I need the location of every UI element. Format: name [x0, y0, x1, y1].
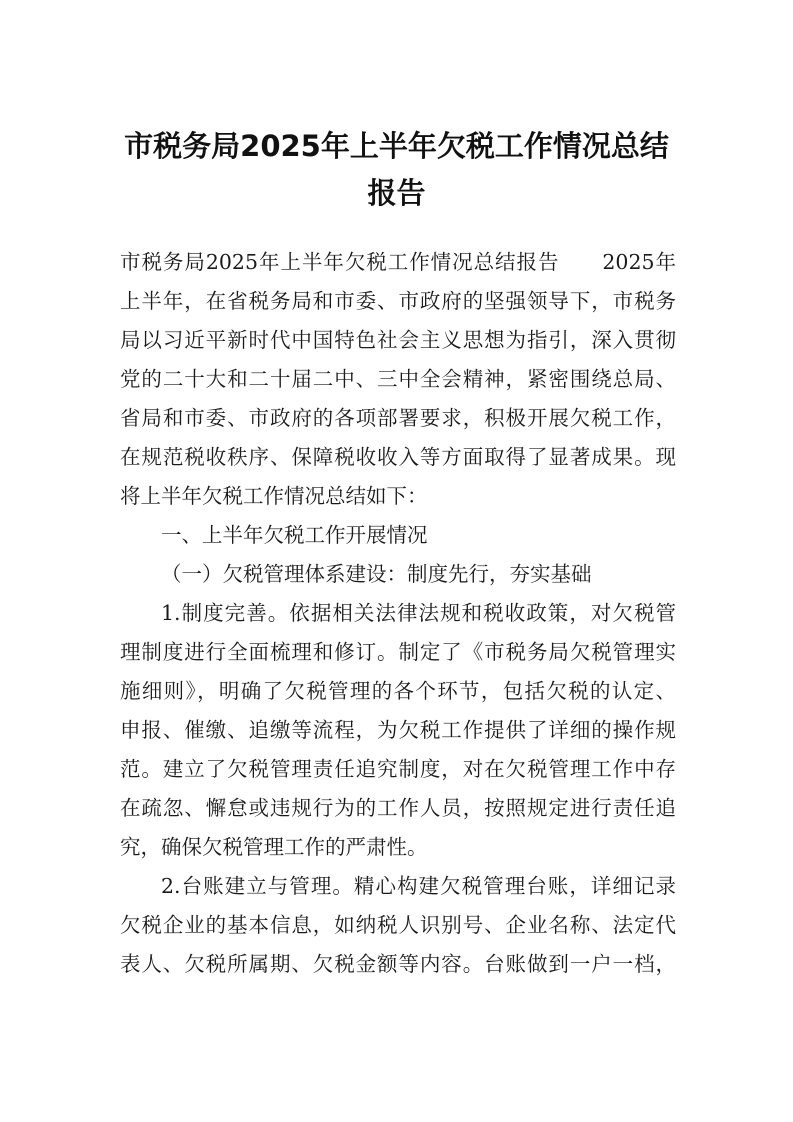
- body-line: 1.制度完善。依据相关法律法规和税收政策，对欠税管: [161, 601, 676, 625]
- body-line: 欠税企业的基本信息，如纳税人识别号、企业名称、法定代: [120, 913, 676, 937]
- body-line: 申报、催缴、追缴等流程，为欠税工作提供了详细的操作规: [120, 718, 676, 742]
- body-line: 2.台账建立与管理。精心构建欠税管理台账，详细记录: [161, 874, 676, 898]
- body-line: 市税务局2025年上半年欠税工作情况总结报告 2025年: [120, 250, 676, 274]
- section-heading: 一、上半年欠税工作开展情况: [161, 523, 428, 547]
- document-title-line-2: 报告: [367, 176, 426, 210]
- body-line: 上半年，在省税务局和市委、市政府的坚强领导下，市税务: [120, 289, 676, 313]
- document-title-line-1: 市税务局2025年上半年欠税工作情况总结: [124, 129, 669, 163]
- body-line: 在规范税收秩序、保障税收收入等方面取得了显著成果。现: [120, 445, 676, 469]
- body-line: 党的二十大和二十届二中、三中全会精神，紧密围绕总局、: [120, 367, 676, 391]
- body-line: 将上半年欠税工作情况总结如下：: [120, 484, 428, 508]
- body-line: 施细则》，明确了欠税管理的各个环节，包括欠税的认定、: [120, 679, 676, 703]
- body-line: 范。建立了欠税管理责任追究制度，对在欠税管理工作中存: [120, 757, 676, 781]
- body-line: 表人、欠税所属期、欠税金额等内容。台账做到一户一档，: [120, 952, 676, 976]
- body-line: 理制度进行全面梳理和修订。制定了《市税务局欠税管理实: [120, 640, 676, 664]
- body-line: 省局和市委、市政府的各项部署要求，积极开展欠税工作，: [120, 406, 676, 430]
- body-line: 局以习近平新时代中国特色社会主义思想为指引，深入贯彻: [120, 328, 676, 352]
- body-line: 究，确保欠税管理工作的严肃性。: [120, 835, 428, 859]
- body-line: 在疏忽、懈怠或违规行为的工作人员，按照规定进行责任追: [120, 796, 676, 820]
- subsection-heading: （一）欠税管理体系建设：制度先行，夯实基础: [161, 562, 592, 586]
